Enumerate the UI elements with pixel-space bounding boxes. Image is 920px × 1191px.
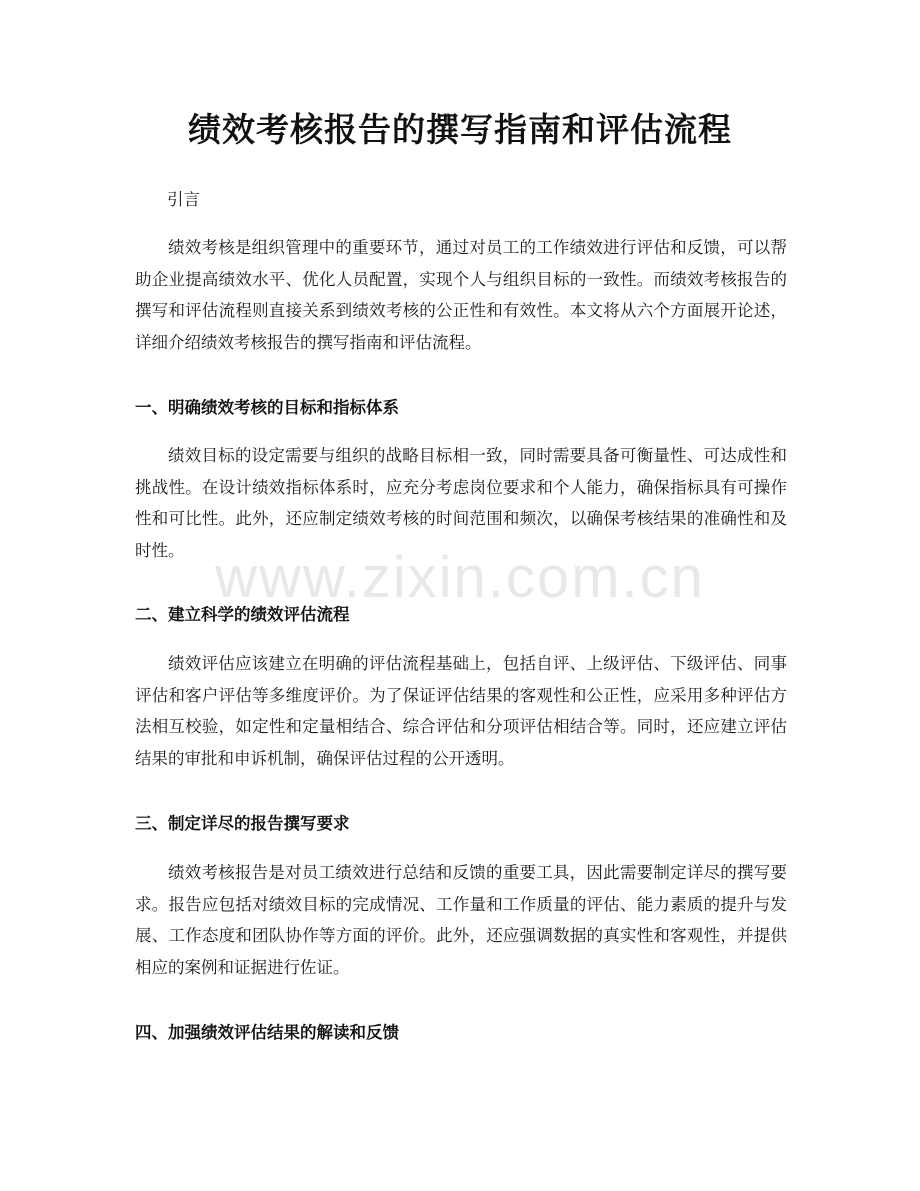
intro-paragraph: 绩效考核是组织管理中的重要环节，通过对员工的工作绩效进行评估和反馈，可以帮助企业提高绩效水平、优化人员配置，实现个人与组织目标的一致性。而绩效考核报告的撰写和评估流程则直接关系到绩效考核的公正性和有效性。本文将从六个方面展开论述，详细介绍绩效考核报告的撰写指南和评估流程。 (135, 238, 787, 352)
section-heading-2: 二、建立科学的绩效评估流程 (135, 605, 350, 624)
section-heading-1: 一、明确绩效考核的目标和指标体系 (135, 398, 399, 417)
watermark: www.zixin.com.cn (215, 545, 705, 610)
section-heading-3: 三、制定详尽的报告撰写要求 (135, 814, 350, 833)
intro-label: 引言 (167, 190, 200, 209)
section-heading-4: 四、加强绩效评估结果的解读和反馈 (135, 1023, 399, 1042)
document-title: 绩效考核报告的撰写指南和评估流程 (188, 110, 732, 149)
section-paragraph-1: 绩效目标的设定需要与组织的战略目标相一致，同时需要具备可衡量性、可达成性和挑战性。在设计绩效指标体系时，应充分考虑岗位要求和个人能力，确保指标具有可操作性和可比性。此外，还应制定绩效考核的时间范围和频次，以确保考核结果的准确性和及时性。 (135, 446, 787, 560)
section-paragraph-2: 绩效评估应该建立在明确的评估流程基础上，包括自评、上级评估、下级评估、同事评估和客户评估等多维度评价。为了保证评估结果的客观性和公正性，应采用多种评估方法相互校验，如定性和定量相结合、综合评估和分项评估相结合等。同时，还应建立评估结果的审批和申诉机制，确保评估过程的公开透明。 (135, 654, 787, 768)
section-paragraph-3: 绩效考核报告是对员工绩效进行总结和反馈的重要工具，因此需要制定详尽的撰写要求。报告应包括对绩效目标的完成情况、工作量和工作质量的评估、能力素质的提升与发展、工作态度和团队协作等方面的评价。此外，还应强调数据的真实性和客观性，并提供相应的案例和证据进行佐证。 (135, 863, 787, 977)
